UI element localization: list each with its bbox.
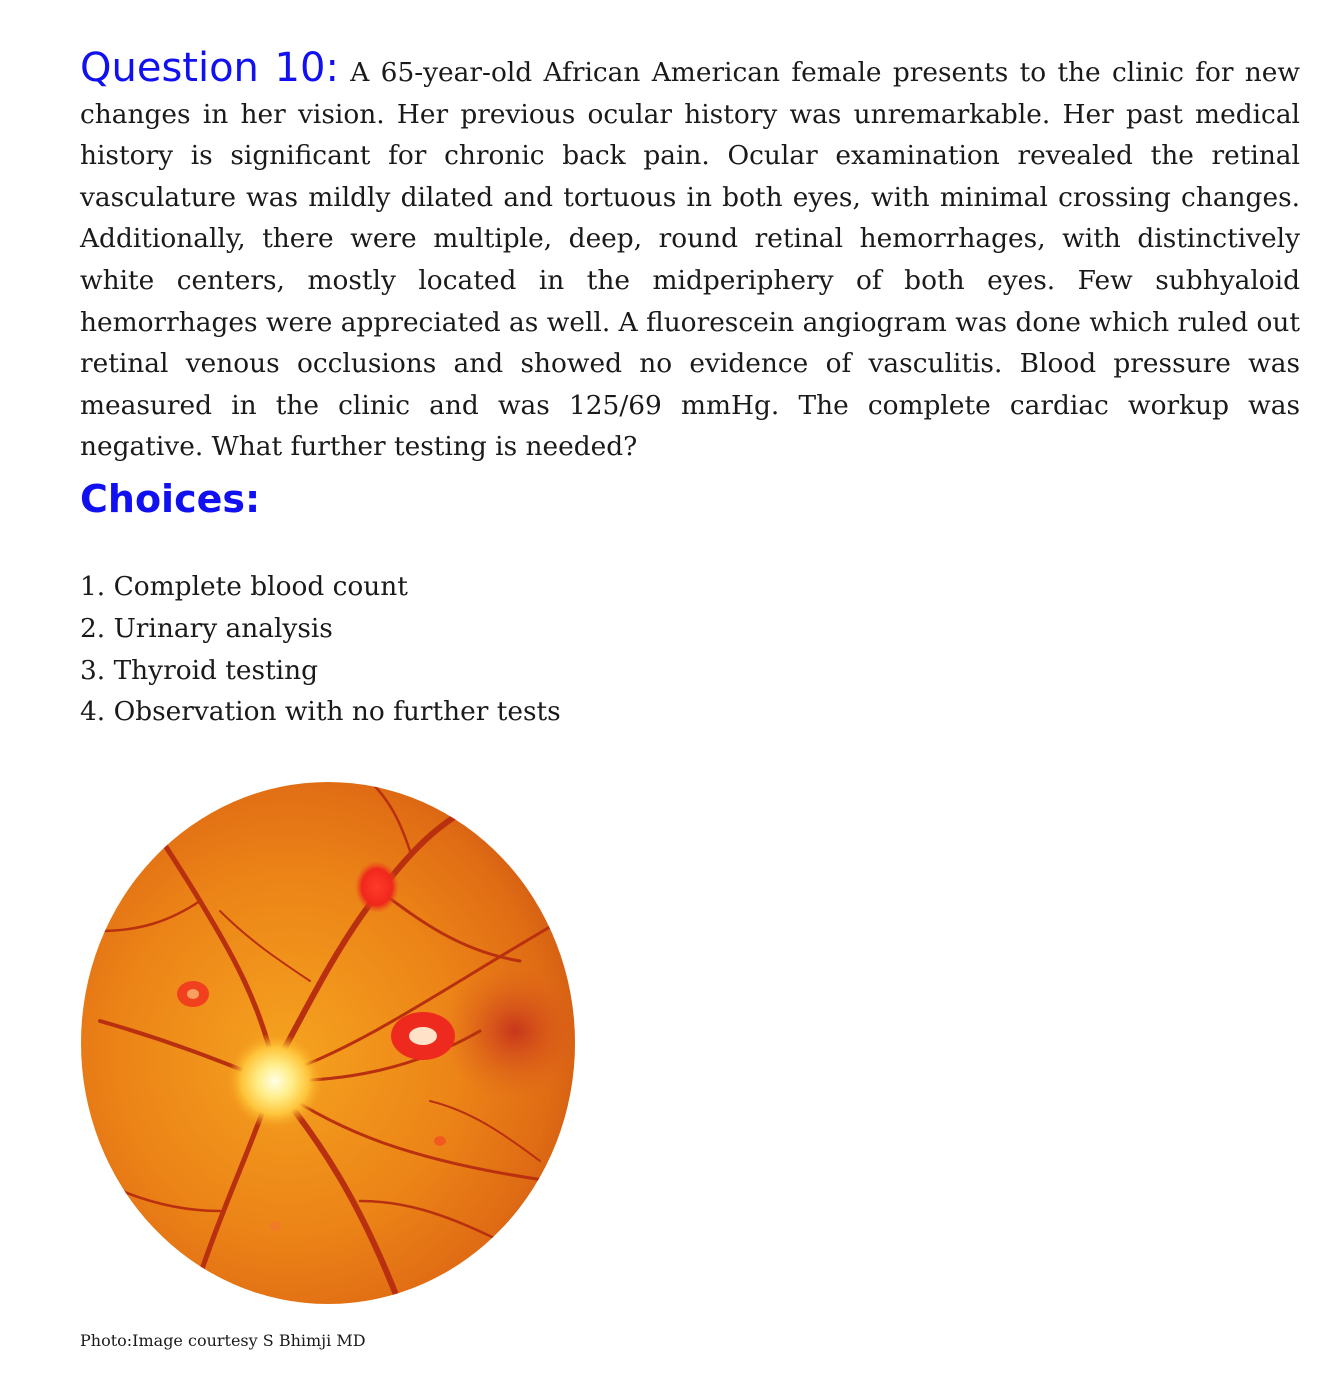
- optic-disc: [227, 1033, 323, 1129]
- choice-item: 4. Observation with no further tests: [80, 696, 561, 728]
- choices-list: [80, 566, 561, 733]
- question-block: [80, 45, 1300, 468]
- choice-item: 3. Thyroid testing: [80, 654, 319, 686]
- choices-heading: Choices:: [80, 477, 261, 521]
- question-label: Question 10:: [80, 45, 339, 91]
- choice-item: 1. Complete blood count: [80, 571, 408, 602]
- photo-caption: Photo:Image courtesy S Bhimji MD: [80, 1331, 366, 1350]
- question-text: A 65-year-old African American female presents to the clinic for new changes in her vision. Her previous ocular history was unremarkable. Her past medical history is significant for chronic back pain. Ocular examination revealed the retinal vasculature was mildly dilated and tortuous in both eyes, with minimal crossing changes. Additionally, there were multiple, deep, round retinal hemorrhages, with distinctively white centers, mostly located in the midperiphery of both eyes. Few subhyaloid hemorrhages were appreciated as well. A fluorescein angiogram was done which ruled out retinal venous occlusions and showed no evidence of vasculitis. Blood pressure was measured in the clinic and was 125/69 mmHg. The complete cardiac workup was negative. What further testing is needed?: [80, 57, 1300, 463]
- fundus-photo: [80, 781, 577, 1305]
- choice-item: 2. Urinary analysis: [80, 612, 333, 644]
- hemorrhage: [355, 861, 399, 913]
- question-paragraph: [80, 45, 1300, 468]
